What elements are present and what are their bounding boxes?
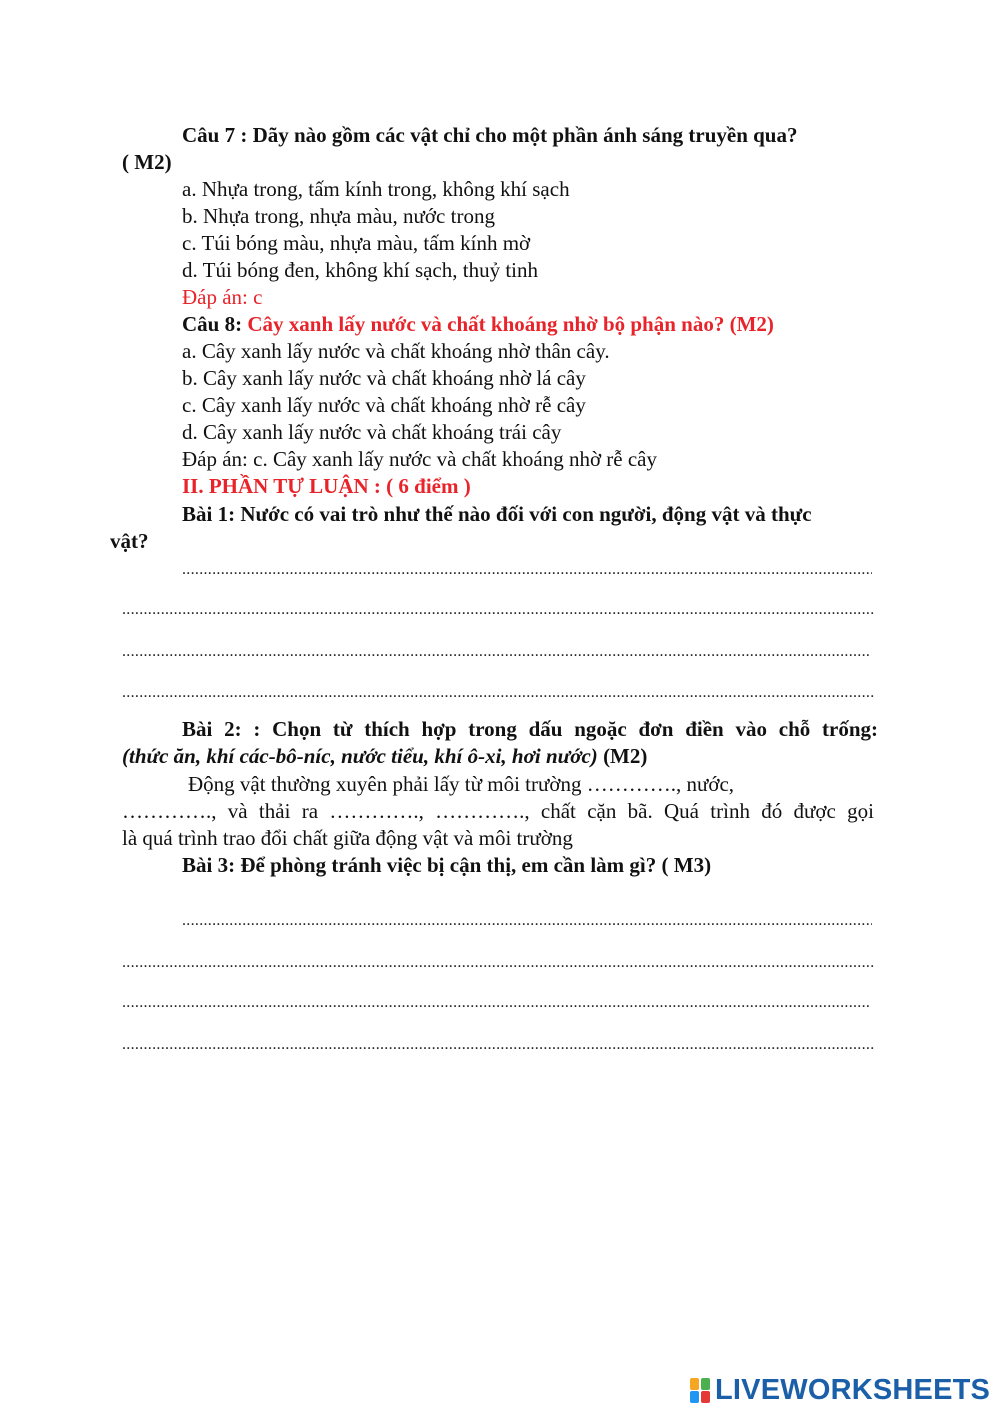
bai-2-choices-line <box>122 743 647 770</box>
question-7-answer: Đáp án: c <box>182 285 263 309</box>
question-8-option-d: d. Cây xanh lấy nước và chất khoáng trái cây <box>182 420 562 444</box>
question-7-option-c: c. Túi bóng màu, nhựa màu, tấm kính mờ <box>182 231 531 255</box>
liveworksheets-logo-text: LIVEWORKSHEETS <box>715 1373 991 1406</box>
question-8-option-c: c. Cây xanh lấy nước và chất khoáng nhờ rễ cây <box>182 393 586 417</box>
bai-2-title: Bài 2: : Chọn từ thích hợp trong dấu ngoặc đơn điền vào chỗ trống: <box>182 717 878 741</box>
question-7-option-b: b. Nhựa trong, nhựa màu, nước trong <box>182 204 495 228</box>
bai-3-answer-line-4[interactable] <box>122 1035 874 1055</box>
question-8-option-a: a. Cây xanh lấy nước và chất khoáng nhờ thân cây. <box>182 339 610 363</box>
bai-1-answer-line-4[interactable] <box>122 683 874 703</box>
bai-1-title-line-2: vật? <box>110 529 149 553</box>
question-8-heading <box>182 311 774 338</box>
question-8-answer: Đáp án: c. Cây xanh lấy nước và chất khoáng nhờ rễ cây <box>182 447 658 471</box>
question-7-option-a: a. Nhựa trong, tấm kính trong, không khí sạch <box>182 177 570 201</box>
question-8-label: Câu 8: <box>182 312 248 336</box>
bai-2-text-line-2: …………., và thải ra …………., …………., chất cặn bã. Quá trình đó được gọi <box>122 799 874 823</box>
bai-2-text-line-1: Động vật thường xuyên phải lấy từ môi trường …………., nước, <box>188 772 735 796</box>
question-7-level: ( M2) <box>122 150 172 174</box>
bai-3-answer-line-2[interactable] <box>122 953 874 973</box>
bai-3-answer-line-1[interactable] <box>182 911 872 931</box>
question-7-title: Câu 7 : Dãy nào gồm các vật chỉ cho một phần ánh sáng truyền qua? <box>182 123 798 147</box>
bai-1-answer-line-1[interactable] <box>182 560 872 580</box>
bai-2-text-line-3: là quá trình trao đổi chất giữa động vật và môi trường <box>122 826 573 850</box>
liveworksheets-logo-icon <box>690 1376 712 1404</box>
bai-1-title-line-1: Bài 1: Nước có vai trò như thế nào đối với con người, động vật và thực <box>182 502 812 526</box>
bai-2-choices: (thức ăn, khí các-bô-níc, nước tiểu, khí ô-xi, hơi nước) <box>122 744 598 768</box>
bai-1-answer-line-2[interactable] <box>122 600 874 620</box>
section-2-heading: II. PHẦN TỰ LUẬN : ( 6 điểm ) <box>182 474 471 498</box>
bai-1-answer-line-3[interactable] <box>122 642 870 662</box>
bai-3-title: Bài 3: Để phòng tránh việc bị cận thị, em cần làm gì? ( M3) <box>182 853 712 877</box>
question-8-option-b: b. Cây xanh lấy nước và chất khoáng nhờ lá cây <box>182 366 586 390</box>
bai-2-level: (M2) <box>597 744 648 768</box>
question-7-option-d: d. Túi bóng đen, không khí sạch, thuỷ tinh <box>182 258 539 282</box>
question-8-title: Cây xanh lấy nước và chất khoáng nhờ bộ phận nào? (M2) <box>247 312 774 336</box>
liveworksheets-logo <box>690 1373 990 1407</box>
bai-3-answer-line-3[interactable] <box>122 993 870 1013</box>
